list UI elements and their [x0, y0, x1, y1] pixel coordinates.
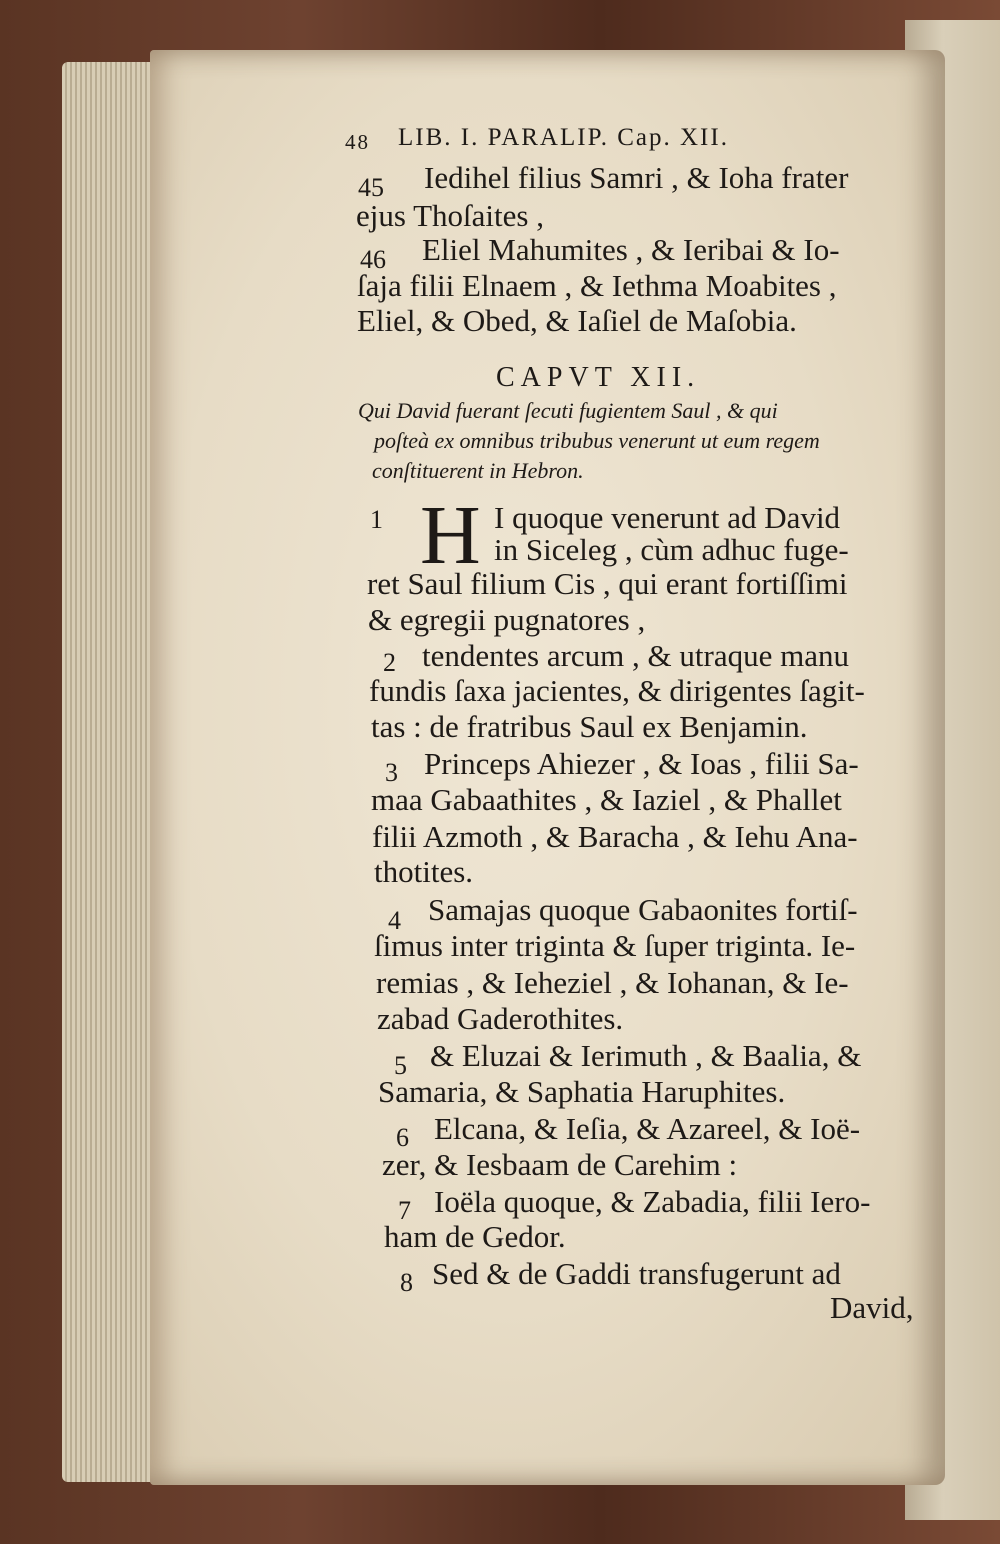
text-line: remias , & Ieheziel , & Iohanan, & Ie-: [376, 965, 849, 1000]
verse-number: 1: [370, 505, 383, 534]
text-line: ham de Gedor.: [384, 1219, 566, 1254]
text-line: Eliel Mahumites , & Ieribai & Io-: [422, 232, 840, 267]
verse-number: 45: [358, 173, 384, 202]
text-line: ſimus inter triginta & ſuper triginta. Ie-: [374, 928, 856, 963]
verse-number: 3: [385, 758, 398, 787]
text-line: in Siceleg , cùm adhuc fuge-: [494, 532, 849, 567]
verse-number: 2: [383, 648, 396, 677]
text-line: thotites.: [374, 854, 474, 889]
text-line: Elcana, & Ieſia, & Azareel, & Ioë-: [434, 1111, 861, 1146]
verse-number: 46: [360, 245, 386, 274]
catchword: David,: [830, 1290, 914, 1325]
text-line: Samajas quoque Gabaonites fortiſ-: [428, 892, 858, 927]
text-line: I quoque venerunt ad David: [494, 500, 841, 535]
text-line: filii Azmoth , & Baracha , & Iehu Ana-: [372, 819, 858, 854]
verse-number: 5: [394, 1051, 407, 1080]
text-line: Sed & de Gaddi transfugerunt ad: [432, 1256, 841, 1291]
text-line: tendentes arcum , & utraque manu: [422, 638, 849, 673]
text-line: Princeps Ahiezer , & Ioas , filii Sa-: [424, 746, 859, 781]
verse-number: 4: [388, 906, 401, 935]
text-line: zabad Gaderothites.: [377, 1001, 624, 1036]
verse-number: 7: [398, 1196, 411, 1225]
chapter-summary-line: poſteà ex omnibus tribubus venerunt ut eum regem: [374, 428, 820, 453]
text-line: ſaja filii Elnaem , & Iethma Moabites ,: [357, 268, 837, 303]
drop-cap: H: [420, 489, 481, 582]
text-line: Ioëla quoque, & Zabadia, filii Iero-: [434, 1184, 871, 1219]
text-line: Samaria, & Saphatia Haruphites.: [378, 1074, 786, 1109]
page-number: 48: [345, 130, 370, 154]
text-line: Iedihel filius Samri , & Ioha frater: [424, 160, 849, 195]
chapter-summary-line: conſtituerent in Hebron.: [372, 458, 584, 483]
text-line: ret Saul filium Cis , qui erant fortiſſimi: [367, 566, 848, 601]
text-line: & Eluzai & Ierimuth , & Baalia, &: [430, 1038, 862, 1073]
verse-number: 6: [396, 1123, 409, 1152]
chapter-summary-line: Qui David fuerant ſecuti fugientem Saul , & qui: [358, 398, 778, 423]
text-line: fundis ſaxa jacientes, & dirigentes ſagit-: [369, 673, 865, 708]
text-line: tas : de fratribus Saul ex Benjamin.: [371, 709, 808, 744]
text-line: maa Gabaathites , & Iaziel , & Phallet: [371, 782, 842, 817]
text-line: & egregii pugnatores ,: [368, 602, 646, 637]
verse-number: 8: [400, 1268, 413, 1297]
text-line: Eliel, & Obed, & Iaſiel de Maſobia.: [357, 303, 797, 338]
text-line: zer, & Iesbaam de Carehim :: [382, 1147, 738, 1182]
running-title: LIB. I. PARALIP. Cap. XII.: [398, 124, 729, 151]
chapter-heading: CAPVT XII.: [496, 362, 701, 393]
text-line: ejus Thoſaites ,: [356, 198, 544, 233]
